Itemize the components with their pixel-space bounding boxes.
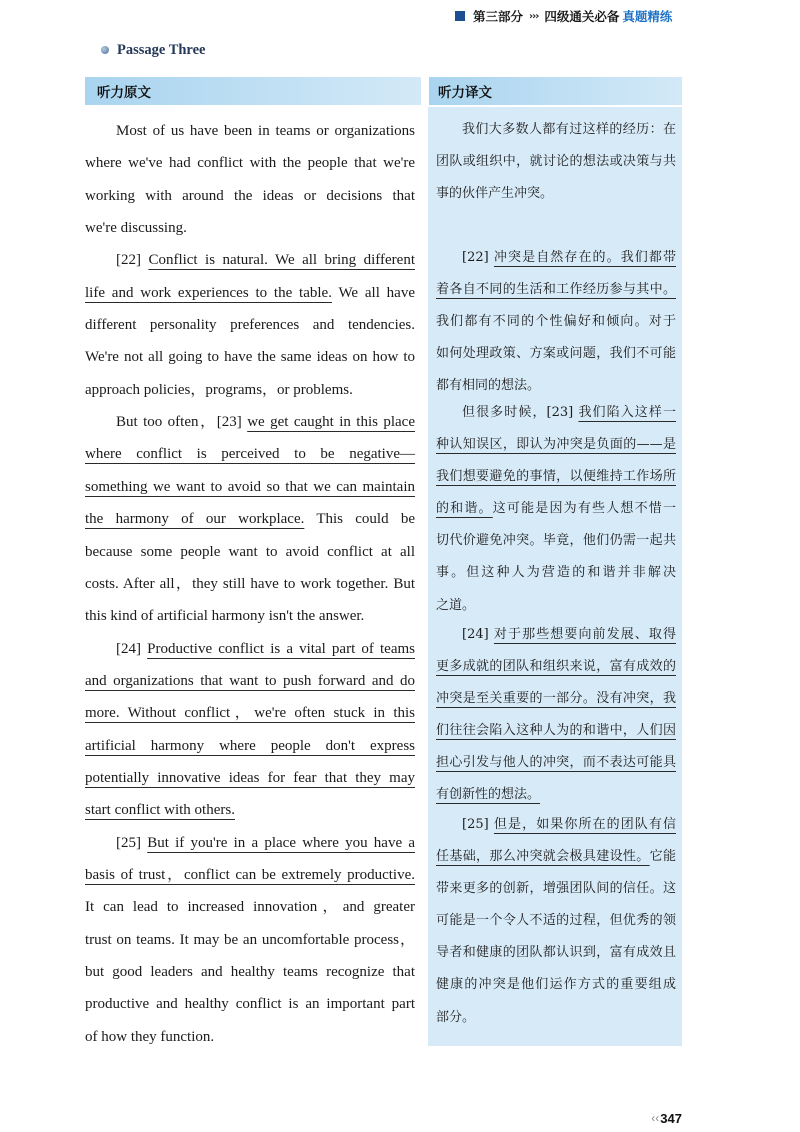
text-segment: productive and healthy conflict is an important part [85,996,415,1013]
text-segment: 它能 [649,849,676,865]
original-column-label: 听力原文 [97,85,151,101]
text-line [436,715,676,747]
text-line [436,525,676,557]
text-line [85,503,415,535]
text-segment: This could be [304,511,415,528]
text-line [85,730,415,762]
text-segment: where we've had conflict with the people that we're [85,155,415,172]
underlined-key-sentence: something we want to avoid so that we can maintain [85,478,415,495]
text-line [85,277,415,309]
text-line [436,274,676,306]
text-line [436,905,676,937]
text-line [436,809,676,841]
translation-paragraph [436,809,676,1034]
text-line [85,956,415,988]
text-line [85,1021,415,1053]
translation-paragraph [436,619,676,812]
text-segment: [25] [116,834,148,851]
original-paragraph [85,633,415,827]
translation-paragraph [436,397,676,622]
text-line [85,115,415,147]
series-label: 四级通关必备 [544,9,620,24]
text-segment: but good leaders and healthy teams recognize that [85,964,415,981]
text-segment: [22] [116,252,149,269]
text-line [85,244,415,276]
underlined-key-sentence: 我们想要避免的事情，以便维持工作场所 [436,469,676,485]
text-line [85,697,415,729]
text-segment: [24] [116,640,148,657]
underlined-key-sentence: 们往往会陷入这种人为的和谐中，人们因 [436,723,676,739]
text-line [85,794,415,826]
text-line [436,178,676,210]
page-number-mark: ‹‹ [651,1111,660,1125]
text-line [436,114,676,146]
text-segment: of how they function. [85,1028,215,1045]
text-line [85,438,415,470]
text-line [436,937,676,969]
text-line [85,988,415,1020]
text-segment: costs. After all，they still have to work together. But [85,575,415,592]
text-segment: [22] [462,250,494,265]
text-segment: 切代价避免冲突。毕竟，他们仍需一起共 [436,533,676,549]
text-line [85,180,415,212]
underlined-key-sentence: where conflict is perceived to be negative— [85,446,415,463]
text-line [436,397,676,429]
text-segment: Most of us have been in teams or organizations [116,123,415,139]
text-line [85,471,415,503]
text-line [436,557,676,589]
original-paragraph [85,244,415,406]
text-line [436,338,676,370]
text-segment: We're not all going to have the same ideas on how to [85,349,415,366]
square-marker-icon [455,11,465,21]
text-line [436,242,676,274]
text-line [85,341,415,373]
text-segment: 我们大多数人都有过这样的经历：在 [462,122,676,137]
text-line [85,212,415,244]
underlined-key-sentence: 的和谐。 [436,501,493,517]
underlined-key-sentence: 冲突是至关重要的一部分。没有冲突，我 [436,691,676,707]
text-segment: we're discussing. [85,220,187,237]
text-segment: 可能是一个令人不适的过程，但优秀的领 [436,913,676,929]
text-segment: 这可能是因为有些人想不惜一 [492,501,676,517]
underlined-key-sentence: 对于那些想要向前发展、取得 [493,627,676,642]
text-segment: 但很多时候，[23] [462,405,579,420]
text-segment: because some people want to avoid conflict at all [85,543,415,560]
text-line [436,429,676,461]
underlined-key-sentence: 种认知误区，即认为冲突是负面的——是 [436,437,676,453]
text-segment: 事。但这种人为营造的和谐并非解决 [436,565,676,581]
underlined-key-sentence: 担心引发与他人的冲突，而不表达可能具 [436,755,676,771]
underlined-key-sentence: basis of trust，conflict can be extremely productive. [85,867,415,884]
text-line [436,590,676,622]
text-segment: trust on teams. It may be an uncomfortable process， [85,931,415,948]
text-line [436,146,676,178]
text-segment: [24] [462,627,494,642]
translation-paragraph [436,114,676,210]
underlined-key-sentence: 有创新性的想法。 [436,787,541,803]
underlined-key-sentence: 但是，如果你所在的团队有信 [493,817,676,832]
text-line [85,665,415,697]
underlined-key-sentence: more. Without conflict，we're often stuck in this [85,705,415,722]
text-line [436,683,676,715]
underlined-key-sentence: 冲突是自然存在的。我们都带 [493,250,676,265]
text-line [436,1002,676,1034]
text-segment: 团队或组织中，就讨论的想法或决策与共 [436,154,676,170]
text-segment: 事的伙伴产生冲突。 [436,186,554,202]
running-header [455,5,672,27]
text-segment: [25] [462,817,494,832]
text-line [436,619,676,651]
translation-column-header [429,77,682,105]
text-line [85,406,415,438]
text-line [436,493,676,525]
text-line [436,873,676,905]
text-segment: working with around the ideas or decisions that [85,187,415,204]
text-line [85,762,415,794]
text-line [85,859,415,891]
text-line [436,306,676,338]
underlined-key-sentence: But if you're in a place where you have a [147,834,415,851]
underlined-key-sentence: 我们陷入这样一 [578,405,676,420]
text-line [85,374,415,406]
text-line [436,461,676,493]
original-paragraph [85,827,415,1053]
passage-title: Passage Three [117,41,206,58]
page-number-value: 347 [660,1110,682,1126]
underlined-key-sentence: life and work experiences to the table. [85,284,332,301]
text-segment: approach policies，programs，or problems. [85,381,353,398]
text-line [436,651,676,683]
text-line [436,841,676,873]
text-segment: 如何处理政策、方案或问题，我们不可能 [436,346,676,362]
part-label: 第三部分 [473,9,524,24]
text-line [85,536,415,568]
text-segment: But too often，[23] [116,414,248,431]
text-segment: 之道。 [436,597,476,613]
translation-column-label: 听力译文 [438,85,492,101]
underlined-key-sentence: and organizations that want to push forward and do [85,672,415,689]
text-segment: It can lead to increased innovation，and greater [85,899,415,916]
underlined-key-sentence: potentially innovative ideas for fear that they may [85,769,415,786]
text-line [436,969,676,1001]
text-line [436,747,676,779]
passage-heading [101,41,205,59]
text-line [85,827,415,859]
text-line [85,600,415,632]
text-line [85,891,415,923]
text-segment: We all have [331,284,416,301]
separator-arrows: ››› [529,10,539,22]
page-number [651,1109,682,1127]
text-line [85,147,415,179]
text-line [85,633,415,665]
underlined-key-sentence: Productive conflict is a vital part of teams [147,640,415,657]
underlined-key-sentence: artificial harmony where people don't express [85,737,415,754]
text-line [85,924,415,956]
section-label: 真题精练 [622,9,673,24]
text-segment: this kind of artificial harmony isn't the answer. [85,608,365,625]
original-paragraph [85,406,415,632]
original-paragraph [85,115,415,244]
text-segment: 部分。 [436,1009,476,1025]
translation-paragraph [436,242,676,402]
underlined-key-sentence: we get caught in this place [247,414,415,431]
underlined-key-sentence: 更多成就的团队和组织来说，富有成效的 [436,659,676,675]
underlined-key-sentence: 着各自不同的生活和工作经历参与其中。 [436,282,676,298]
bullet-icon [101,46,109,54]
text-segment: 健康的冲突是他们运作方式的重要组成 [436,977,676,993]
original-column-header [85,77,421,105]
text-segment: 带来更多的创新，增强团队间的信任。这 [436,881,676,897]
underlined-key-sentence: start conflict with others. [85,802,235,819]
underlined-key-sentence: Conflict is natural. We all bring different [148,252,415,269]
text-segment: 我们都有不同的个性偏好和倾向。对于 [436,314,676,330]
text-segment: different personality preferences and tendencies. [85,317,415,334]
text-segment: 导者和健康的团队都认识到，富有成效且 [436,945,676,961]
underlined-key-sentence: 任基础，那么冲突就会极具建设性。 [436,849,650,865]
text-line [436,779,676,811]
text-segment: 都有相同的想法。 [436,378,541,394]
text-line [85,309,415,341]
text-line [85,568,415,600]
underlined-key-sentence: the harmony of our workplace. [85,511,305,528]
